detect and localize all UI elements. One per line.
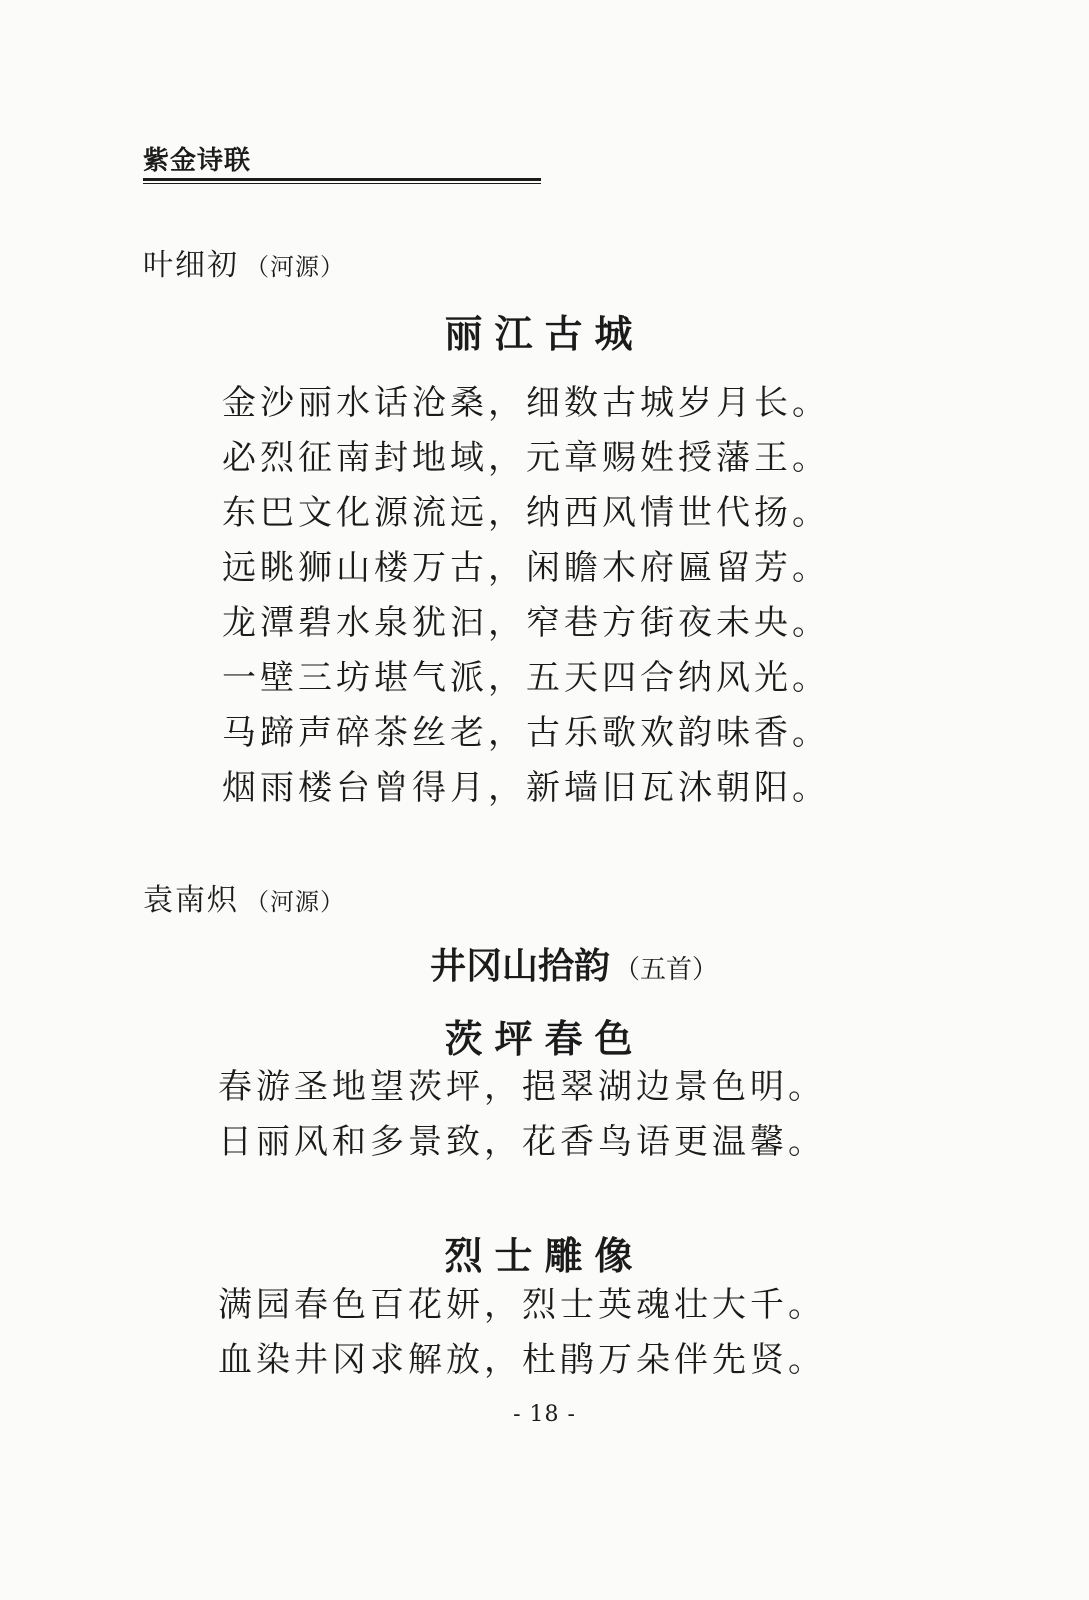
poem2-part2-line: 血染井冈求解放，杜鹃万朵伴先贤。: [218, 1340, 826, 1380]
poem2-origin: （河源）: [245, 888, 345, 916]
poem2-series-title: 井冈山拾韵: [430, 946, 611, 987]
poem2-series-title-line: [430, 938, 718, 989]
poem1-body: [222, 376, 830, 816]
poem1-title: 丽江古城: [444, 312, 645, 356]
poem2-author: 袁南炽: [143, 883, 239, 918]
poem1-author-line: [143, 240, 345, 284]
poem1-line: 马蹄声碎茶丝老，古乐歌欢韵味香。: [222, 713, 830, 753]
poem2-part2-title: 烈士雕像: [444, 1234, 645, 1278]
poem1-origin: （河源）: [245, 253, 345, 281]
poem2-part1-line: 春游圣地望茨坪，挹翠湖边景色明。: [218, 1067, 826, 1107]
poem1-line: 东巴文化源流远，纳西风情世代扬。: [222, 493, 830, 533]
header-rule-thin: [143, 183, 541, 184]
poem1-line: 金沙丽水话沧桑，细数古城岁月长。: [222, 383, 830, 423]
poem1-line: 远眺狮山楼万古，闲瞻木府匾留芳。: [222, 548, 830, 588]
poem1-line: 必烈征南封地域，元章赐姓授藩王。: [222, 438, 830, 478]
poem2-part2-body: [218, 1278, 826, 1388]
poem1-line: 一壁三坊堪气派，五天四合纳风光。: [222, 658, 830, 698]
poem2-part1-line: 日丽风和多景致，花香鸟语更温馨。: [218, 1122, 826, 1162]
running-header: 紫金诗联: [143, 146, 252, 176]
header-rule: [143, 178, 541, 181]
poem1-line: 烟雨楼台曾得月，新墙旧瓦沐朝阳。: [222, 768, 830, 808]
page-number: - 18 -: [513, 1402, 576, 1427]
poem1-line: 龙潭碧水泉犹汩，窄巷方街夜未央。: [222, 603, 830, 643]
poem2-author-line: [143, 875, 345, 919]
poem2-part1-title: 茨坪春色: [444, 1017, 645, 1061]
poem1-author: 叶细初: [143, 248, 239, 283]
poem2-series-note: （五首）: [614, 955, 719, 985]
poem2-part2-line: 满园春色百花妍，烈士英魂壮大千。: [218, 1285, 826, 1325]
poem2-part1-body: [218, 1060, 826, 1170]
